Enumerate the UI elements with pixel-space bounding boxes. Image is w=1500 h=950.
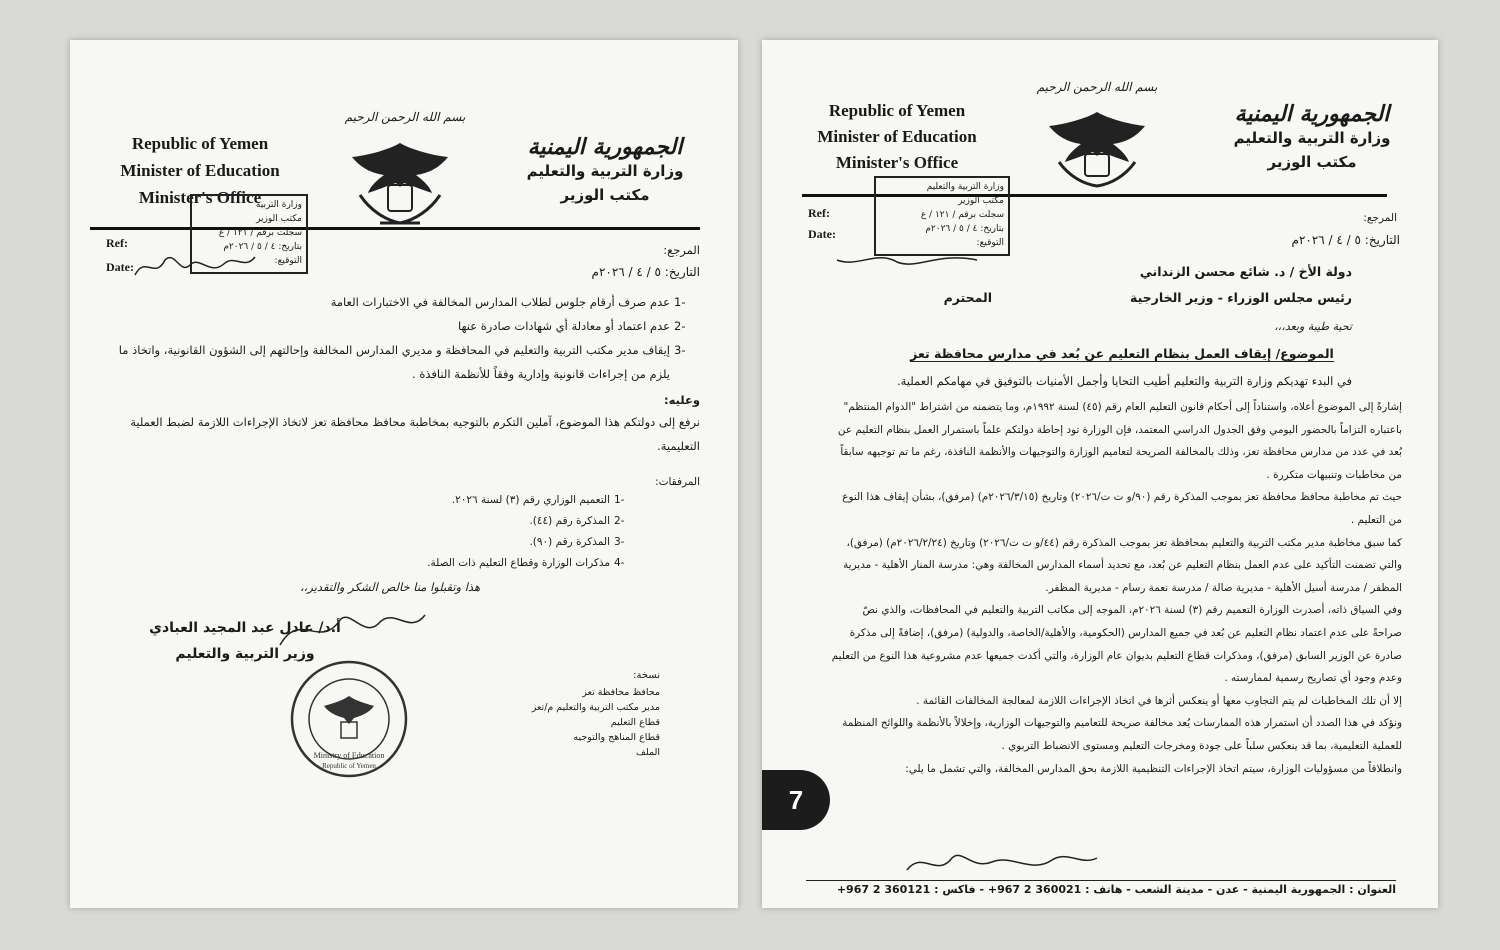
arabic-date: التاريخ: ٥ / ٤ / ٢٠٢٦م xyxy=(1291,233,1400,247)
list-item: مدير مكتب التربية والتعليم م/تعز xyxy=(531,702,660,713)
copies-list xyxy=(500,685,660,760)
greeting: تحية طيبة وبعد،،، xyxy=(1274,320,1352,333)
list-item: 4- مذكرات الوزارة وقطاع التعليم ذات الصلة. xyxy=(427,557,625,569)
ref-label: Ref: xyxy=(106,236,128,250)
measures-list xyxy=(110,290,700,386)
list-item: 1- عدم صرف أرقام جلوس لطلاب المدارس المخالفة في الاختبارات العامة xyxy=(330,295,686,309)
body-paragraph: كما سبق مخاطبة مدير مكتب التربية والتعليم بمحافظة تعز بموجب المذكرة رقم (٤٤/و ت ت/٢٠٢٦) وتاريخ (٢٠٢٦/٢/٢٤م) (مرفق)، والتي تضمنت التأكيد على عدم العمل بنظام التعليم عن بُعد، مع تحديد أسماء المدارس المخالفة وهي: مدرسة المنار الأهلية - مديرية المظفر / مدرسة أسيل الأهلية - مديرية صالة / مدرسة نعمة رسام - مديرية المظفر. xyxy=(843,536,1402,594)
signer-name: أ.د/ عادل عبد المجيد العبادي xyxy=(149,620,341,636)
therefore-heading: وعليه: xyxy=(664,393,700,407)
attachments-list xyxy=(310,490,640,574)
basmala: بسم الله الرحمن الرحيم xyxy=(1036,80,1158,94)
registration-stamp: وزارة التربية والتعليم مكتب الوزير سجلت برقم / ١٢١ / ع بتاريخ: ٤ / ٥ / ٢٠٢٦م التوقيع: xyxy=(874,176,1010,256)
date-label: Date: xyxy=(106,260,134,274)
addressee-name: دولة الأخ / د. شائع محسن الزنداني xyxy=(1139,264,1352,279)
arabic-letterhead: الجمهورية اليمنية وزارة التربية والتعليم مكتب الوزير xyxy=(1233,101,1391,171)
letter-body xyxy=(830,396,1402,780)
registration-stamp: وزارة التربية مكتب الوزير سجلت برقم / ١٢١ / ع بتاريخ: ٤ / ٥ / ٢٠٢٦م التوقيع: xyxy=(190,194,308,274)
english-letterhead: Republic of Yemen Minister of Education Minister's Office xyxy=(817,101,977,172)
ref-label: Ref: xyxy=(808,206,830,220)
seal-text: Ministry of Education xyxy=(313,751,385,760)
basmala: بسم الله الرحمن الرحيم xyxy=(344,110,466,124)
respected-label: المحترم xyxy=(943,290,992,305)
list-item: محافظ محافظة تعز xyxy=(582,687,660,698)
list-item: قطاع المناهج والتوجيه xyxy=(573,732,660,743)
page-number-badge: 7 xyxy=(762,770,830,830)
list-item: 3- المذكرة رقم (٩٠). xyxy=(529,536,625,548)
seal-text: Republic of Yemen xyxy=(322,762,376,770)
arabic-letterhead: الجمهورية اليمنية وزارة التربية والتعليم مكتب الوزير xyxy=(526,134,684,204)
body-paragraph: إشارةً إلى الموضوع أعلاه، واستناداً إلى أحكام قانون التعليم العام رقم (٤٥) لسنة ١٩٩٢م، وما يتضمنه من اشتراط "الدوام المنتظم" باعتباره التزاماً بالحضور اليومي وفق الجدول الدراسي المعتمد، فإن الوزارة تود إحاطة دولتكم علماً باستمرار العمل بنظام التعليم عن بُعد في عدد من مدارس محافظة تعز، وذلك بالمخالفة الصريحة لتعاميم الوزارة والتوجيهات والأنظمة النافذة، رغم ما تم توجيهه سابقاً من مخاطبات وتنبيهات متكررة . xyxy=(837,401,1402,481)
yemen-emblem-icon xyxy=(1037,108,1157,190)
bottom-signature-icon xyxy=(902,840,1102,880)
closing-line: هذا وتقبلوا منا خالص الشكر والتقدير،، xyxy=(299,580,481,594)
list-item: 1- التعميم الوزاري رقم (٣) لسنة ٢٠٢٦. xyxy=(451,494,625,506)
list-item: 2- عدم اعتماد أو معادلة أي شهادات صادرة عنها xyxy=(457,319,686,333)
list-item: 3- إيقاف مدير مكتب التربية والتعليم في المحافظة و مديري المدارس المخالفة وإحالتهم إلى الشؤون القانونية، واتخاذ ما يلزم من إجراءات قانونية وإدارية وفقاً للأنظمة النافذة . xyxy=(118,343,686,381)
subject-line: الموضوع/ إيقاف العمل بنظام التعليم عن بُعد في مدارس محافظة تعز xyxy=(910,346,1334,361)
opening-line: في البدء تهديكم وزارة التربية والتعليم أطيب التحايا وأجمل الأمنيات بالتوفيق في مهامكم العملية. xyxy=(896,374,1353,388)
body-paragraph: إلا أن تلك المخاطبات لم يتم التجاوب معها أو ينعكس أثرها في اتخاذ الإجراءات اللازمة لمعالجة المخالفات القائمة . xyxy=(916,694,1402,707)
copies-heading: نسخة: xyxy=(633,670,660,681)
address-footer: العنوان : الجمهورية اليمنية - عدن - مدينة الشعب - هاتف : 360021 2 967+ - فاكس : 360121 2 967+ xyxy=(806,880,1396,896)
header-rule xyxy=(90,227,700,230)
official-seal-icon xyxy=(288,658,410,780)
list-item: الملف xyxy=(635,747,660,758)
handwritten-initials-icon xyxy=(832,240,982,270)
list-item: 2- المذكرة رقم (٤٤). xyxy=(529,515,625,527)
list-item: قطاع التعليم xyxy=(610,717,660,728)
document-page-1 xyxy=(762,40,1438,908)
body-paragraph: حيث تم مخاطبة محافظ محافظة تعز بموجب المذكرة رقم (٩٠/و ت ت/٢٠٢٦) وتاريخ (٢٠٢٦/٣/١٥م) (مرفق)، بشأن إيقاف هذا النوع من التعليم . xyxy=(842,491,1402,526)
attachments-heading: المرفقات: xyxy=(655,476,700,488)
addressee-title: رئيس مجلس الوزراء - وزير الخارجية xyxy=(1129,290,1352,305)
body-paragraph: وانطلاقاً من مسؤوليات الوزارة، سيتم اتخاذ الإجراءات التنظيمية اللازمة بحق المدارس المخالفة، والتي تشمل ما يلي: xyxy=(905,762,1402,775)
arabic-ref-label: المرجع: xyxy=(1363,212,1397,224)
arabic-ref-label: المرجع: xyxy=(663,243,700,257)
document-page-2 xyxy=(70,40,738,908)
handwritten-initials-icon xyxy=(130,245,260,285)
body-paragraph: ونؤكد في هذا الصدد أن استمرار هذه الممارسات يُعد مخالفة صريحة للتعاميم والتوجيهات الوزارية، وإخلالاً بالأنظمة واللوائح المنظمة للعملية التعليمية، بما قد ينعكس سلباً على جودة ومخرجات التعليم ومستوى الانضباط التربوي . xyxy=(842,717,1402,752)
arabic-date: التاريخ: ٥ / ٤ / ٢٠٢٦م xyxy=(591,265,700,279)
yemen-emblem-icon xyxy=(340,135,460,230)
signer-title: وزير التربية والتعليم xyxy=(175,646,315,662)
date-label: Date: xyxy=(808,227,836,241)
body-paragraph: وفي السياق ذاته، أصدرت الوزارة التعميم رقم (٣) لسنة ٢٠٢٦م، الموجه إلى مكاتب التربية والتعليم في المحافظات، والذي نصّ صراحةً على عدم اعتماد نظام التعليم عن بُعد في جميع المدارس (الحكومية، والأهلية/الخاصة، والدولية) (مرفق)، إضافةً إلى مذكرة صادرة عن الوزير السابق (مرفق)، ومذكرات قطاع التعليم بديوان عام الوزارة، والتي أكدت جميعها عدم مشروعية هذا النوع من التعليم وعدم وجود أي تصاريح رسمية لممارسته . xyxy=(831,604,1402,685)
signature-icon xyxy=(270,600,430,660)
therefore-paragraph: نرفع إلى دولتكم هذا الموضوع، آملين التكرم بالتوجيه بمخاطبة محافظ محافظة تعز لاتخاذ الإجراءات اللازمة لضبط العملية التعليمية. xyxy=(130,415,700,453)
english-letterhead: Republic of Yemen Minister of Education Minister's Office xyxy=(120,134,280,207)
